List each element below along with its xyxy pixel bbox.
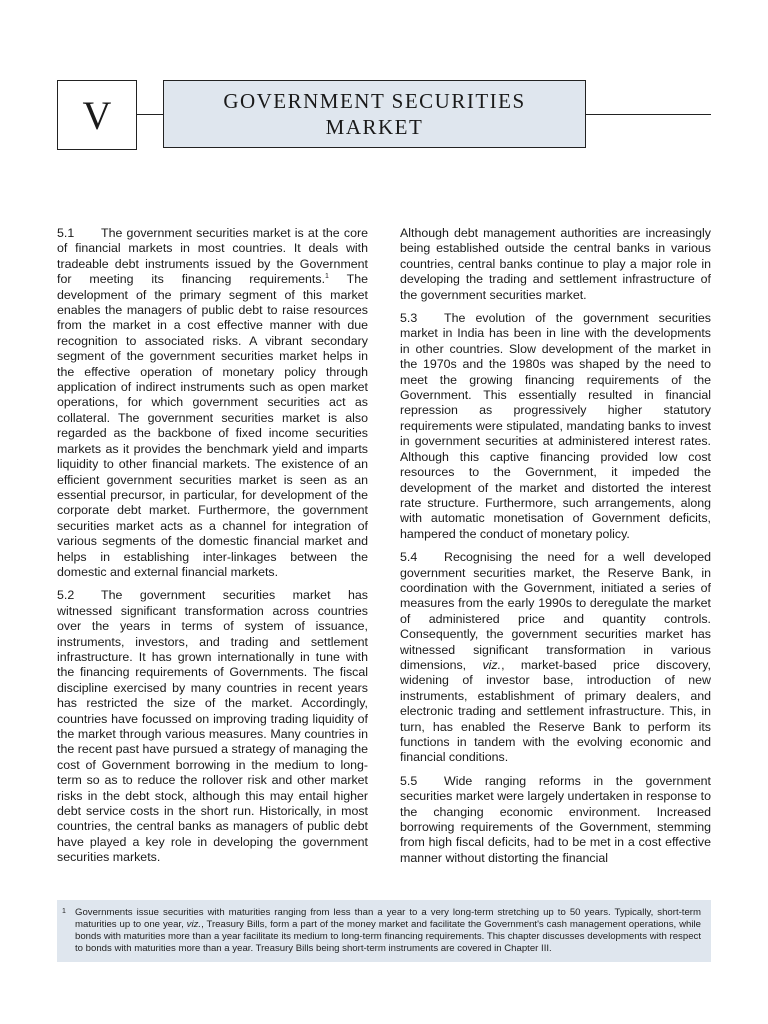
paragraph-text-continued: , market-based price discovery, widening of investor base, introduction of new instruments, establishment of primary dealers, and electronic trading and settlement infrastructure. This, in turn, has enabled the Reserve Bank to perform its functions in tandem with the evolving economic and financial conditions.: [400, 657, 711, 765]
paragraph-number: 5.3: [400, 311, 418, 326]
left-column: [57, 226, 368, 874]
chapter-number-box: [57, 80, 137, 150]
paragraph-continuation: Although debt management authorities are increasingly being established outside the central banks in various countries, central banks continue to play a major role in developing the trading and settlement infrastructure of the government securities market.: [400, 226, 711, 302]
footnote-ref[interactable]: 1: [325, 273, 329, 281]
paragraph-text: The government securities market has witnessed significant transformation across countries over the years in terms of system of issuance, instruments, investors, and trading and settlement infrastructure. It has grown internationally in tune with the financing requirements of Governments. The fiscal discipline exercised by many countries in recent years has restricted the size of the market. Accordingly, countries have focussed on improving trading liquidity of the market through various measures. Many countries in the recent past have pursued a strategy of managing the cost of Government borrowing in the medium to long-term so as to reduce the rollover risk and other market risks in the debt stock, although this may entail higher debt service costs in the short run. Historically, in most countries, the central banks as managers of public debt have played a key role in developing the government securities markets.: [57, 588, 368, 865]
paragraph-5-1: [57, 226, 368, 580]
paragraph-text: Wide ranging reforms in the government securities market were largely undertaken in response to the changing economic environment. Increased borrowing requirements of the Government, stemming from high fiscal deficits, had to be met in a cost effective manner without distorting the financial: [400, 773, 711, 865]
footnote-text-end: , Treasury Bills, form a part of the money market and facilitate the Government's cash management operations, while bonds with maturities more than a year facilitate its medium to long-term financing requirements. This chapter discusses developments with respect to bonds with maturities more than a year. Treasury Bills being short-term instruments are covered in Chapter III.: [75, 919, 701, 954]
footnote-box: [57, 900, 711, 962]
chapter-number: V: [82, 92, 112, 138]
header-connector-left: [137, 114, 163, 115]
paragraph-text-continued: The development of the primary segment of this market enables the managers of public debt to raise resources from the market in a cost effective manner with due recognition to associated risks. A vibrant secondary segment of the government securities market helps in the effective operation of monetary policy through application of indirect instruments such as open market operations, for which government securities act as collateral. The government securities market is also regarded as the backbone of fixed income securities markets as it provides the benchmark yield and imparts liquidity to other financial markets. The existence of an efficient government securities market is seen as an essential precursor, in particular, for development of the corporate debt market. Furthermore, the government securities market acts as a channel for integration of various segments of the domestic financial market and helps in establishing inter-linkages between the domestic and external financial markets.: [57, 272, 368, 579]
viz-italic: viz.: [482, 657, 502, 672]
paragraph-number: 5.2: [57, 588, 75, 603]
right-column: [400, 226, 711, 874]
paragraph-5-5: [400, 774, 711, 866]
header-connector-right: [585, 114, 711, 115]
chapter-title-line2: MARKET: [325, 115, 424, 139]
paragraph-text: The evolution of the government securities market in India has been in line with the developments in other countries. Slow development of the market in the 1970s and the 1980s was shaped by the need to meet the growing financing requirements of the Government. This essentially resulted in financial repression as progressively higher statutory requirements were stipulated, mandating banks to invest in government securities at administered interest rates. Although this captive financing provided low cost resources to the Government, it impeded the development of the market and distorted the interest rate structure. Furthermore, such arrangements, along with automatic monetisation of Government deficits, hampered the conduct of monetary policy.: [400, 311, 711, 541]
paragraph-5-3: [400, 311, 711, 542]
paragraph-number: 5.1: [57, 226, 75, 240]
chapter-title-line1: GOVERNMENT SECURITIES: [223, 89, 526, 113]
chapter-title-box: [163, 80, 586, 148]
paragraph-5-4: [400, 550, 711, 766]
paragraph-number: 5.4: [400, 550, 418, 565]
paragraph-text: The government securities market is at the core of financial markets in most countries. It deals with tradeable debt instruments issued by the Government for meeting its financing requirements.: [57, 226, 368, 287]
footnote-marker: 1: [62, 908, 66, 915]
footnote-text: [75, 907, 701, 955]
paragraph-5-2: [57, 588, 368, 865]
paragraph-number: 5.5: [400, 773, 418, 788]
paragraph-text: Recognising the need for a well developed government securities market, the Reserve Bank, in coordination with the Government, initiated a series of measures from the early 1990s to deregulate the market of administered price and quantity controls. Consequently, the government securities market has witnessed significant transformation in various dimensions,: [400, 550, 711, 672]
footnote-viz-italic: viz.: [186, 919, 202, 930]
footnote-text-start: Governments issue securities with maturities ranging from less than a year to a very long-term stretching up to 50 years. Typically, short-term maturities up to one year,: [75, 907, 701, 930]
